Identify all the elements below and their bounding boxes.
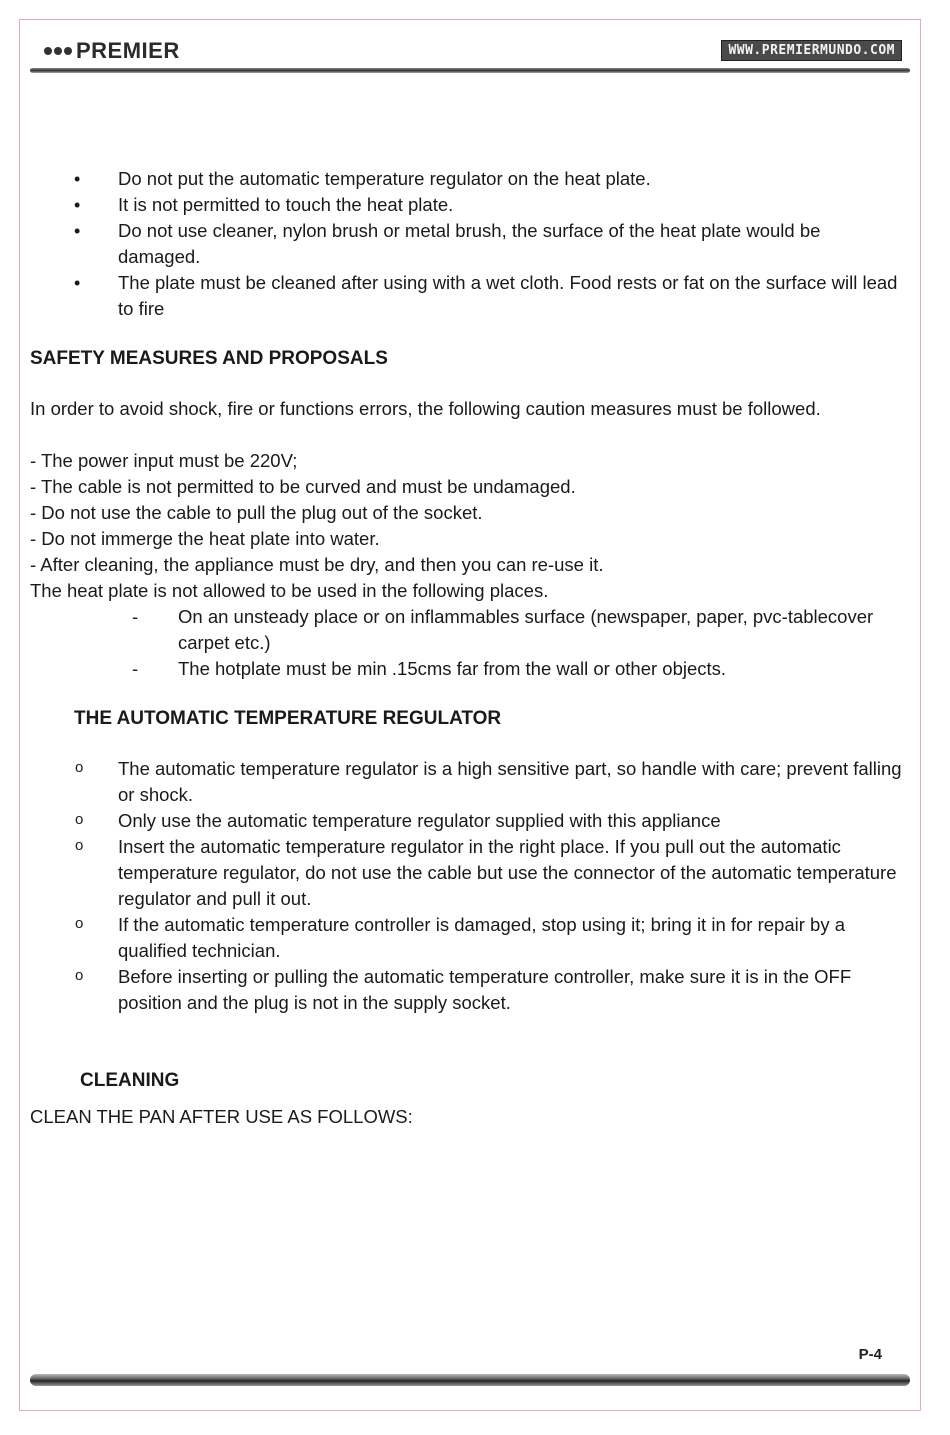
- safety-line: - After cleaning, the appliance must be dry, and then you can re-use it.: [30, 554, 604, 575]
- cleaning-heading: CLEANING: [80, 1070, 180, 1091]
- list-item: o If the automatic temperature controller is damaged, stop using it; bring it in for repair by a qualified technician.: [30, 912, 905, 964]
- safety-line: - Do not immerge the heat plate into water.: [30, 528, 380, 549]
- logo-dots-icon: [44, 47, 72, 55]
- list-item: • The plate must be cleaned after using with a wet cloth. Food rests or fat on the surface will lead to fire: [30, 270, 905, 322]
- safety-line: - The cable is not permitted to be curved and must be undamaged.: [30, 476, 576, 497]
- list-item: - The hotplate must be min .15cms far from the wall or other objects.: [30, 656, 905, 682]
- intro-bullet-list: [30, 166, 905, 322]
- page-content: [30, 166, 905, 1130]
- list-item: o Insert the automatic temperature regulator in the right place. If you pull out the automatic temperature regulator, do not use the cable but use the connector of the automatic temperature regulator and pull it out.: [30, 834, 905, 912]
- brand-name: PREMIER: [76, 38, 180, 63]
- header-divider: [30, 68, 910, 73]
- website-url: WWW.PREMIERMUNDO.COM: [721, 40, 902, 61]
- list-item: • Do not put the automatic temperature regulator on the heat plate.: [30, 166, 905, 192]
- regulator-list: [30, 756, 905, 1016]
- footer-divider: [30, 1374, 910, 1386]
- places-list: [30, 604, 905, 682]
- regulator-heading: THE AUTOMATIC TEMPERATURE REGULATOR: [74, 708, 502, 729]
- safety-line: - Do not use the cable to pull the plug out of the socket.: [30, 502, 483, 523]
- safety-line: The heat plate is not allowed to be used in the following places.: [30, 580, 549, 601]
- safety-heading: SAFETY MEASURES AND PROPOSALS: [30, 348, 388, 369]
- safety-line: - The power input must be 220V;: [30, 450, 298, 471]
- page-number: P-4: [858, 1346, 882, 1363]
- cleaning-instruction: CLEAN THE PAN AFTER USE AS FOLLOWS:: [30, 1106, 413, 1127]
- list-item: • Do not use cleaner, nylon brush or metal brush, the surface of the heat plate would be damaged.: [30, 218, 905, 270]
- brand-logo: [44, 38, 180, 64]
- safety-intro: In order to avoid shock, fire or functions errors, the following caution measures must be followed.: [30, 398, 821, 419]
- list-item: o Only use the automatic temperature regulator supplied with this appliance: [30, 808, 905, 834]
- list-item: - On an unsteady place or on inflammables surface (newspaper, paper, pvc-tablecover carpet etc.): [30, 604, 905, 656]
- list-item: o The automatic temperature regulator is a high sensitive part, so handle with care; prevent falling or shock.: [30, 756, 905, 808]
- list-item: • It is not permitted to touch the heat plate.: [30, 192, 905, 218]
- list-item: o Before inserting or pulling the automatic temperature controller, make sure it is in the OFF position and the plug is not in the supply socket.: [30, 964, 905, 1016]
